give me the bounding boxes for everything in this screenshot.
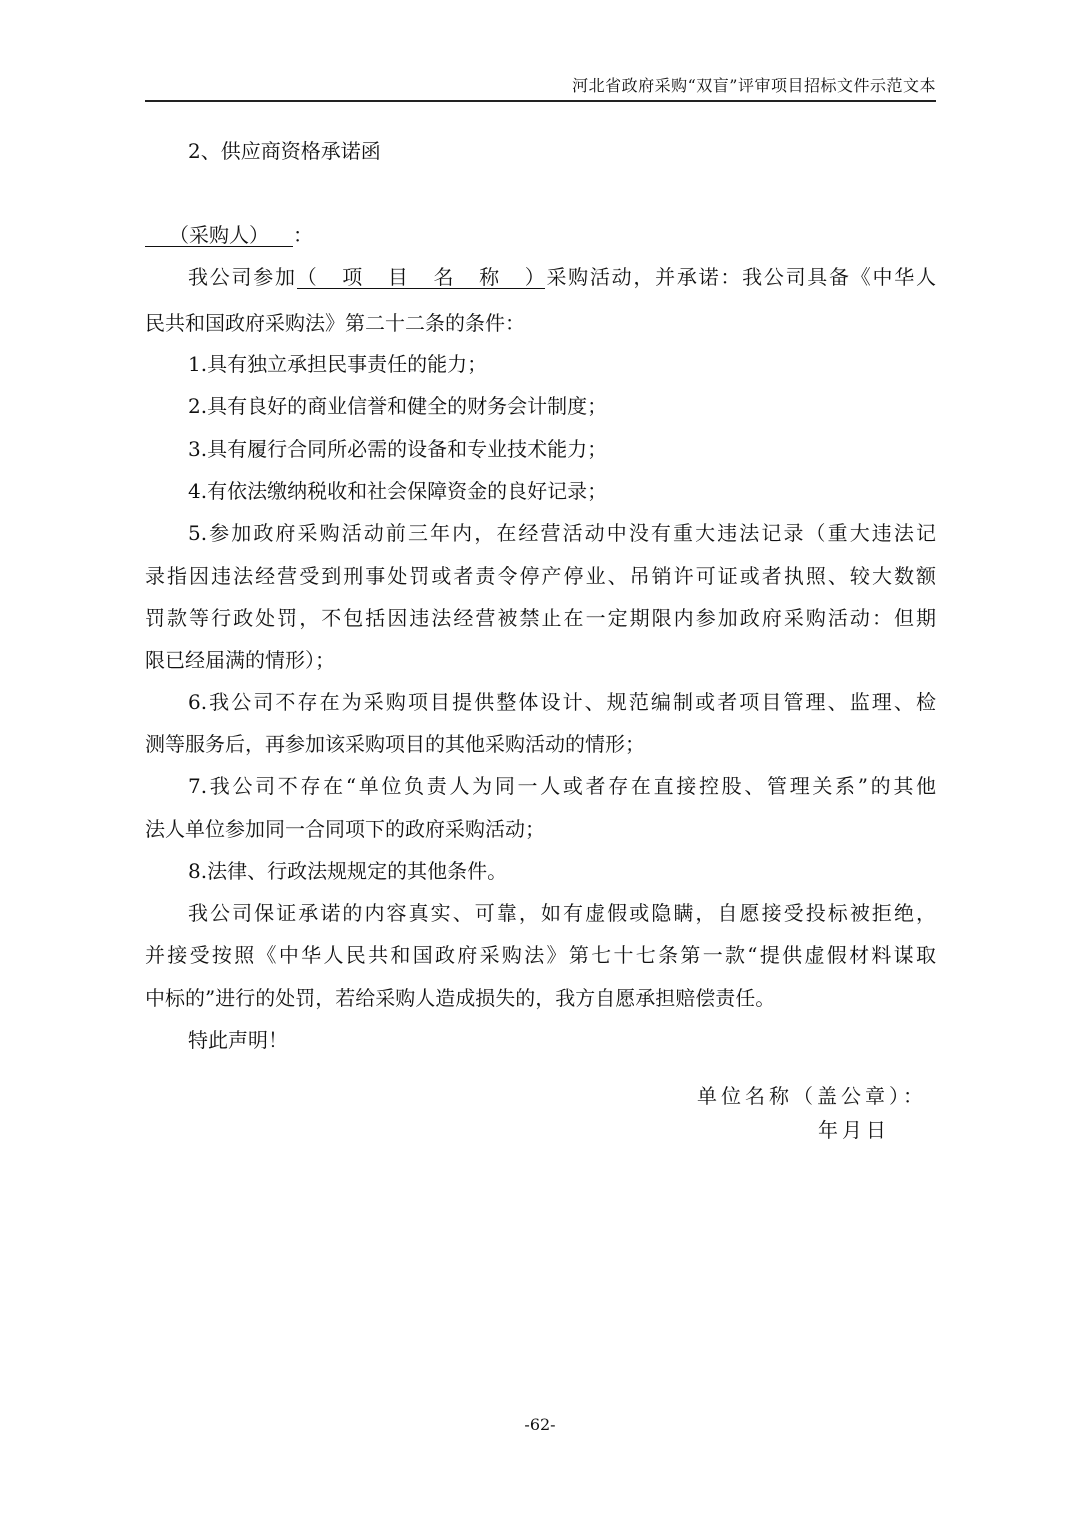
- page-number: -62-: [524, 1415, 556, 1434]
- date-label: 年月日: [818, 1118, 890, 1142]
- condition-4: 4.有依法缴纳税收和社会保障资金的良好记录；: [188, 479, 608, 503]
- page-header: [145, 76, 936, 102]
- intro-suffix: 采购活动，并承诺：我公司具备《中华人: [544, 265, 937, 289]
- intro-line-1: [188, 264, 936, 290]
- condition-7-line-2: 法人单位参加同一合同项下的政府采购活动；: [145, 817, 545, 841]
- intro-prefix: 我公司参加: [188, 265, 297, 289]
- condition-1: 1.具有独立承担民事责任的能力；: [188, 352, 488, 376]
- condition-5-line-3: 罚款等行政处罚，不包括因违法经营被禁止在一定期限内参加政府采购活动：但期: [145, 606, 936, 630]
- project-name-blank: [297, 264, 545, 289]
- guarantee-line-1: 我公司保证承诺的内容真实、可靠，如有虚假或隐瞒，自愿接受投标被拒绝，: [188, 901, 936, 925]
- section-title: 2、供应商资格承诺函: [188, 139, 381, 163]
- project-name-placeholder: （项目名称）: [296, 265, 545, 289]
- declaration: 特此声明！: [188, 1028, 288, 1052]
- header-title: 河北省政府采购“双盲”评审项目招标文件示范文本: [572, 76, 936, 95]
- condition-3: 3.具有履行合同所必需的设备和专业技术能力；: [188, 437, 608, 461]
- purchaser-placeholder: （采购人）: [169, 223, 269, 247]
- guarantee-line-2: 并接受按照《中华人民共和国政府采购法》第七十七条第一款“提供虚假材料谋取: [145, 943, 936, 967]
- salutation-colon: ：: [293, 223, 313, 247]
- unit-name-label: 单位名称（盖公章）：: [697, 1084, 927, 1108]
- condition-6-line-2: 测等服务后，再参加该采购项目的其他采购活动的情形；: [145, 732, 645, 756]
- condition-7-line-1: 7.我公司不存在“单位负责人为同一人或者存在直接控股、管理关系”的其他: [188, 774, 936, 798]
- guarantee-line-3: 中标的”进行的处罚，若给采购人造成损失的，我方自愿承担赔偿责任。: [145, 986, 776, 1010]
- intro-line-2: 民共和国政府采购法》第二十二条的条件：: [145, 311, 525, 335]
- condition-6-line-1: 6.我公司不存在为采购项目提供整体设计、规范编制或者项目管理、监理、检: [188, 690, 936, 714]
- condition-5-line-2: 录指因违法经营受到刑事处罚或者责令停产停业、吊销许可证或者执照、较大数额: [145, 564, 936, 588]
- salutation: [145, 222, 313, 248]
- condition-8: 8.法律、行政法规规定的其他条件。: [188, 859, 508, 883]
- purchaser-blank: [145, 222, 293, 247]
- condition-2: 2.具有良好的商业信誉和健全的财务会计制度；: [188, 394, 608, 418]
- condition-5-line-4: 限已经届满的情形）；: [145, 648, 335, 672]
- condition-5-line-1: 5.参加政府采购活动前三年内，在经营活动中没有重大违法记录（重大违法记: [188, 521, 936, 545]
